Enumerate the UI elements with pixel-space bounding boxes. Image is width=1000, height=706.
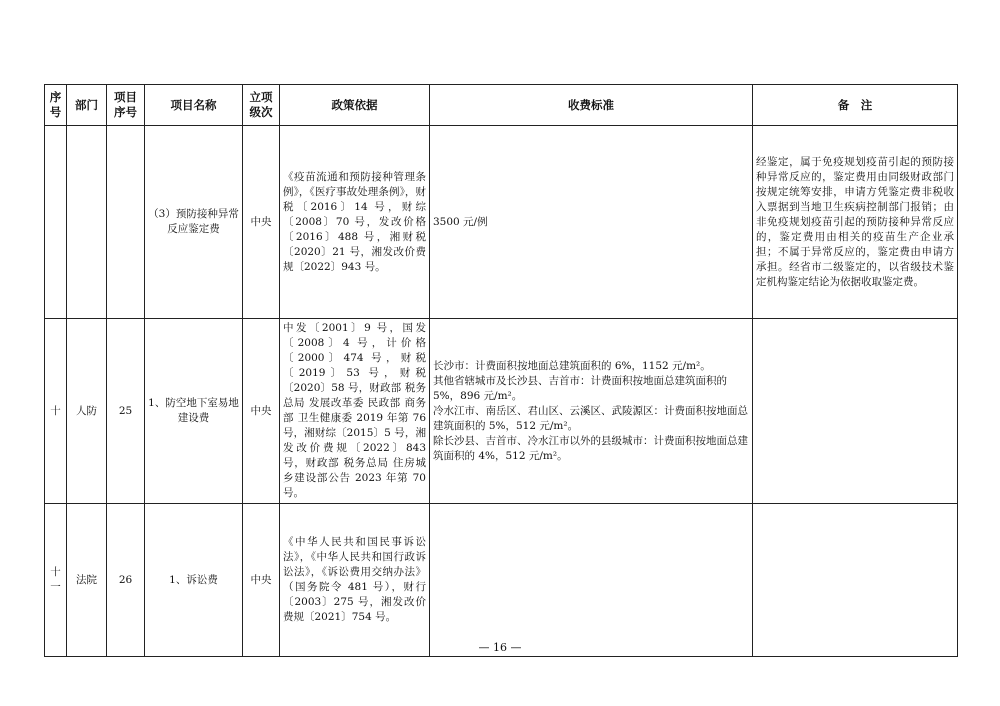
cell-standard [430, 319, 753, 504]
cell-item-seq: 26 [107, 504, 145, 657]
standard-line: 3500 元/例 [433, 215, 488, 228]
table-row [45, 319, 958, 504]
page-number: — 16 — [478, 641, 522, 654]
cell-level: 中央 [243, 504, 280, 657]
cell-seq: 十一 [45, 504, 67, 657]
cell-item-seq [107, 126, 145, 319]
fee-table [44, 84, 958, 657]
standard-line: 其他省辖城市及长沙县、吉首市：计费面积按地面总建筑面积的 5%，896 元/m²。 [433, 374, 727, 402]
cell-item-name: （3）预防接种异常反应鉴定费 [145, 126, 243, 319]
cell-seq: 十 [45, 319, 67, 504]
cell-dept [67, 126, 107, 319]
cell-remarks [753, 504, 958, 657]
cell-standard [430, 126, 753, 319]
standard-line: 冷水江市、南岳区、君山区、云溪区、武陵源区：计费面积按地面总建筑面积的 5%，512 元/m²。 [433, 404, 748, 432]
cell-policy: 中发〔2001〕9 号，国发〔2008〕4 号，计价格〔2000〕474 号，财税〔2019〕53 号，财税〔2020〕58 号，财政部 税务总局 发展改革委 民政部 商务部 卫生健康委 2019 年第 76 号，湘财综〔2015〕5 号，湘发改价费规〔2022〕843 号，财政部 税务总局 住房城乡建设部公告 2023 年第 70 号。 [280, 319, 430, 504]
table-row [45, 504, 958, 657]
header-level: 立项级次 [243, 85, 280, 126]
table-row [45, 126, 958, 319]
cell-remarks [753, 319, 958, 504]
header-remarks: 备 注 [753, 85, 958, 126]
header-dept: 部门 [67, 85, 107, 126]
header-item-seq: 项目序号 [107, 85, 145, 126]
cell-item-name: 1、防空地下室易地建设费 [145, 319, 243, 504]
cell-dept: 人防 [67, 319, 107, 504]
header-policy: 政策依据 [280, 85, 430, 126]
table-header-row [45, 85, 958, 126]
header-standard: 收费标准 [430, 85, 753, 126]
header-item-name: 项目名称 [145, 85, 243, 126]
cell-level: 中央 [243, 126, 280, 319]
cell-policy: 《中华人民共和国民事诉讼法》，《中华人民共和国行政诉讼法》，《诉讼费用交纳办法》（国务院令 481 号），财行〔2003〕275 号，湘发改价费规〔2021〕754 号。 [280, 504, 430, 657]
standard-line: 除长沙县、吉首市、冷水江市以外的县级城市：计费面积按地面总建筑面积的 4%，512 元/m²。 [433, 434, 748, 462]
header-seq: 序号 [45, 85, 67, 126]
standard-line: 长沙市：计费面积按地面总建筑面积的 6%，1152 元/m²。 [433, 359, 711, 372]
cell-item-seq: 25 [107, 319, 145, 504]
cell-level: 中央 [243, 319, 280, 504]
cell-remarks: 经鉴定，属于免疫规划疫苗引起的预防接种异常反应的，鉴定费用由同级财政部门按规定统筹安排，申请方凭鉴定费非税收入票据到当地卫生疾病控制部门报销；由非免疫规划疫苗引起的预防接种异常反应的，鉴定费用由相关的疫苗生产企业承担；不属于异常反应的，鉴定费由申请方承担。经省市二级鉴定的，以省级技术鉴定机构鉴定结论为依据收取鉴定费。 [753, 126, 958, 319]
cell-seq [45, 126, 67, 319]
cell-standard [430, 504, 753, 657]
cell-dept: 法院 [67, 504, 107, 657]
cell-policy: 《疫苗流通和预防接种管理条例》，《医疗事故处理条例》，财税〔2016〕14 号，财综〔2008〕70 号，发改价格〔2016〕488 号，湘财税〔2020〕21 号，湘发改价费规〔2022〕943 号。 [280, 126, 430, 319]
cell-item-name: 1、诉讼费 [145, 504, 243, 657]
